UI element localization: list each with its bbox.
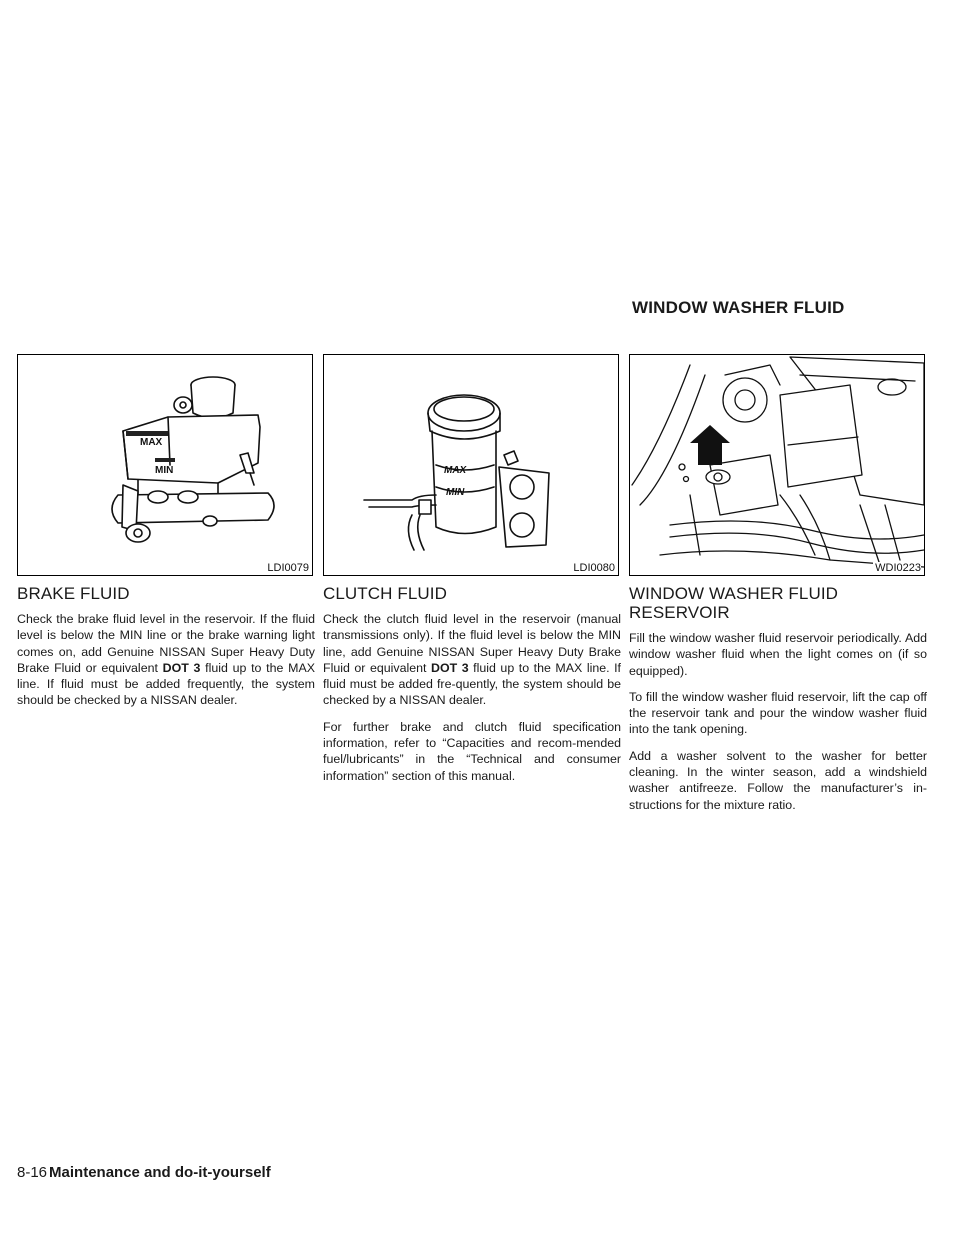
engine-bay-figure bbox=[629, 354, 925, 576]
dot3-spec: DOT 3 bbox=[162, 660, 201, 675]
chapter-title: Maintenance and do-it-yourself bbox=[49, 1164, 271, 1181]
page-footer bbox=[17, 1164, 271, 1181]
washer-fluid-heading: WINDOW WASHER FLUID RESERVOIR bbox=[629, 584, 839, 622]
clutch-reservoir-figure bbox=[323, 354, 619, 576]
max-line-label: MAX bbox=[140, 437, 163, 448]
washer-fluid-paragraph-1: Fill the window washer fluid reservoir periodically. Add window washer fluid when the light comes on (if so equipped). bbox=[629, 631, 927, 678]
clutch-fluid-text-2: fluid up to the MAX line. If fluid must be added fre-quently, the system should be checked by a NISSAN dealer. bbox=[323, 660, 621, 708]
clutch-fluid-paragraph-2: For further brake and clutch fluid specification information, refer to “Capacities and recom-mended fuel/lubricants” in the “Technical and consumer information” section of this manual. bbox=[323, 719, 621, 783]
clutch-fluid-column bbox=[323, 354, 621, 794]
engine-bay-illustration bbox=[630, 355, 924, 575]
section-header: WINDOW WASHER FLUID bbox=[632, 298, 845, 317]
clutch-fluid-paragraph-1 bbox=[323, 611, 621, 709]
brake-fluid-text-2: fluid up to the MAX line. If fluid must be added frequently, the system should be checked by a NISSAN dealer. bbox=[17, 660, 315, 708]
washer-fluid-paragraph-2: To fill the window washer fluid reservoir, lift the cap off the reservoir tank and pour the window washer fluid into the tank opening. bbox=[629, 689, 927, 737]
brake-fluid-paragraph bbox=[17, 611, 315, 709]
brake-reservoir-figure bbox=[17, 354, 313, 576]
max-line-label: MAX bbox=[444, 465, 467, 476]
clutch-reservoir-illustration bbox=[324, 355, 618, 575]
clutch-fluid-text-1: Check the clutch fluid level in the reservoir (manual transmissions only). If the fluid level is below the MIN line, add Genuine NISSAN Super Heavy Duty Brake Fluid or equivalent bbox=[323, 612, 621, 675]
dot3-spec: DOT 3 bbox=[431, 660, 469, 675]
brake-reservoir-illustration bbox=[18, 355, 312, 575]
washer-fluid-paragraph-3: Add a washer solvent to the washer for better cleaning. In the winter season, add a windshield washer antifreeze. Follow the manufacturer’s in-structions for the mixture ratio. bbox=[629, 748, 927, 812]
brake-fluid-column bbox=[17, 354, 315, 719]
min-line-label: MIN bbox=[155, 465, 174, 476]
brake-fluid-text-1: Check the brake fluid level in the reservoir. If the fluid level is below the MIN line or the brake warning light comes on, add Genuine NISSAN Super Heavy Duty Brake Fluid or equivalent bbox=[17, 612, 315, 675]
arrow-icon bbox=[690, 425, 730, 465]
washer-fluid-column bbox=[629, 354, 927, 823]
figure-id: LDI0079 bbox=[267, 562, 309, 574]
figure-id: WDI0223 bbox=[875, 562, 921, 574]
page-number: 8-16 bbox=[17, 1164, 48, 1181]
clutch-fluid-heading: CLUTCH FLUID bbox=[323, 584, 447, 603]
brake-fluid-heading: BRAKE FLUID bbox=[17, 584, 130, 603]
min-line-label: MIN bbox=[446, 487, 465, 498]
figure-id: LDI0080 bbox=[573, 562, 615, 574]
